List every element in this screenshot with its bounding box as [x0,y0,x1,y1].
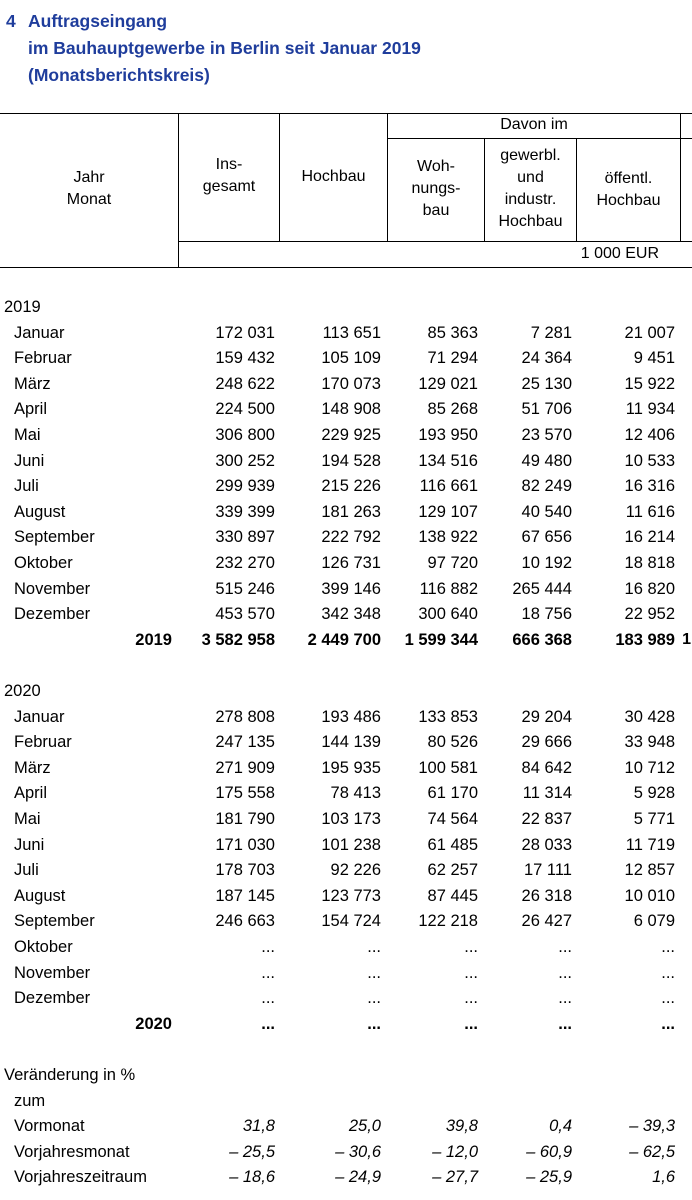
cell-col-2: 101 238 [321,835,381,854]
cell-col-4: 40 540 [521,502,572,521]
cell-col-1: 300 252 [215,451,275,470]
cell-col-1: 330 897 [215,528,275,547]
unit-rule [178,241,692,242]
sum-row [0,628,692,654]
cell-col-5: 9 451 [633,349,675,368]
cell-col-2: 2 449 700 [307,630,381,649]
cell-col-1: 171 030 [215,835,275,854]
cell-col-3: ... [464,1014,478,1033]
cell-col-1: 248 622 [215,374,275,393]
cell-col-5: 16 214 [624,528,675,547]
cell-col-4: – 25,9 [526,1168,572,1187]
cell-col-1: 172 031 [215,323,275,342]
cell-col-5: 10 712 [624,758,675,777]
table-row [0,756,692,782]
table-row [0,730,692,756]
cell-col-2: 105 109 [321,349,381,368]
title-line-1: Auftragseingang [28,11,168,31]
header-hochbau: Hochbau [301,168,366,185]
cell-col-2: 229 925 [321,426,381,444]
row-label: Oktober [14,554,73,572]
cell-col-3: 100 581 [418,758,478,777]
cell-col-4: 11 314 [522,784,572,803]
cell-col-3: 74 564 [427,810,478,828]
clipped-edge-mark: 1 [682,631,691,648]
year-label [0,1063,692,1089]
title-line-2: im Bauhauptgewerbe in Berlin seit Januar 2019 [28,38,421,58]
table-row [0,884,692,910]
cell-col-1: 232 270 [215,554,275,572]
cell-col-1: ... [261,963,275,982]
cell-col-5: 16 316 [624,477,675,496]
cell-col-3: 1 599 344 [404,630,478,649]
cell-col-3: ... [464,989,478,1008]
cell-col-2: 215 226 [321,477,381,496]
cell-col-2: 342 348 [321,605,381,624]
table-row [0,423,692,449]
table-row [0,602,692,628]
cell-col-1: 187 145 [215,886,275,905]
row-label: März [14,758,51,777]
header-bottom-rule [0,267,692,268]
cell-col-1: 515 246 [215,579,275,598]
row-label: Juni [14,451,45,470]
cell-col-2: 222 792 [321,528,381,547]
cell-col-4: 17 111 [523,861,572,880]
cell-col-5: 18 818 [624,554,675,572]
cell-col-5: 22 952 [624,605,675,624]
cell-col-3: 193 950 [418,426,478,444]
cell-col-2: 123 773 [321,886,381,905]
header-davon-im: Davon im [500,116,568,133]
cell-col-3: 129 107 [418,502,478,521]
header-insgesamt: Ins- gesamt [202,156,256,195]
cell-col-2: 148 908 [321,400,381,419]
cell-col-5: 15 922 [624,374,675,393]
cell-col-1: 181 790 [215,810,275,828]
cell-col-2: 170 073 [321,374,381,393]
row-label: Januar [14,707,65,726]
cell-col-3: 300 640 [418,605,478,624]
table-row [0,474,692,500]
cell-col-5: 12 857 [624,861,675,880]
table-row [0,525,692,551]
cell-col-4: 67 656 [521,528,572,547]
cell-col-4: 22 837 [521,810,572,828]
cell-col-4: 28 033 [521,835,572,854]
table-row [0,449,692,475]
row-label: April [14,400,48,419]
table-row [0,1140,692,1166]
row-label: Februar [14,733,72,752]
cell-col-4: ... [558,1014,572,1033]
cell-col-2: 78 413 [330,784,381,803]
cell-col-4: 0,4 [549,1117,572,1136]
row-label: 2020 [135,1014,172,1033]
table-row [0,705,692,731]
cell-col-3: 129 021 [418,374,478,393]
cell-col-3: 61 485 [427,835,478,854]
cell-col-2: 113 651 [322,323,381,342]
cell-col-1: 178 703 [215,861,275,880]
sum-row [0,1012,692,1038]
row-label: September [14,528,95,547]
cell-col-4: 29 204 [521,707,572,726]
header-jahr-monat: Jahr Monat [66,169,112,208]
cell-col-1: 247 135 [215,733,275,752]
row-label: April [14,784,48,803]
cell-col-4: 18 756 [521,605,572,624]
table-row [0,935,692,961]
cell-col-3: 116 882 [419,579,478,598]
row-label: Juli [14,477,39,496]
cell-col-1: 224 500 [215,400,275,419]
row-label: Vorjahresmonat [14,1142,130,1161]
table-row [0,909,692,935]
cell-col-4: 29 666 [521,733,572,752]
cell-col-4: 25 130 [521,374,572,393]
cell-col-2: 195 935 [321,758,381,777]
cell-col-4: 24 364 [521,349,572,368]
cell-col-2: 92 226 [330,861,381,880]
cell-col-4: 51 706 [521,400,572,419]
row-label: März [14,374,51,393]
cell-col-1: ... [261,1014,275,1033]
cell-col-3: 80 526 [427,733,478,752]
cell-col-5: 11 719 [625,835,675,854]
cell-col-2: 193 486 [321,707,381,726]
table-number: 4 [6,11,16,31]
table-row [0,986,692,1012]
cell-col-3: 134 516 [418,451,478,470]
row-label: August [14,502,66,521]
cell-col-5: 1,6 [652,1168,675,1187]
row-label: Juli [14,861,39,880]
cell-col-5: ... [661,963,675,982]
table-row [0,807,692,833]
cell-col-3: 87 445 [427,886,478,905]
cell-col-5: 21 007 [624,323,675,342]
title-line-3: (Monatsberichtskreis) [28,65,210,85]
table-row [0,858,692,884]
year-label [0,295,692,321]
table-row [0,1114,692,1140]
cell-col-1: 453 570 [215,605,275,624]
cell-col-2: ... [367,938,381,956]
cell-col-2: – 24,9 [335,1168,381,1187]
table-row [0,781,692,807]
cell-col-3: 85 268 [427,400,478,419]
cell-col-1: 31,8 [242,1117,275,1136]
cell-col-3: 97 720 [427,554,478,572]
table-row [0,833,692,859]
cell-col-2: ... [367,989,381,1008]
row-label: August [14,886,66,905]
table-row [0,577,692,603]
header-wohnungsbau: Woh- nungs- bau [411,158,461,219]
cell-col-4: 10 192 [521,554,572,572]
change-subheading [0,1089,692,1115]
table-title [6,8,421,89]
cell-col-5: – 39,3 [629,1117,675,1136]
cell-col-1: – 25,5 [229,1142,275,1161]
cell-col-1: 246 663 [215,912,275,931]
cell-col-1: ... [261,989,275,1008]
cell-col-3: 116 661 [419,477,478,496]
row-label: Vorjahreszeitraum [14,1168,147,1187]
row-label: September [14,912,95,931]
cell-col-2: ... [367,1014,381,1033]
cell-col-4: 265 444 [512,579,572,598]
cell-col-3: ... [464,963,478,982]
cell-col-5: 5 771 [633,810,675,828]
table-row [0,961,692,987]
cell-col-5: 30 428 [624,707,675,726]
cell-col-4: 23 570 [521,426,572,444]
cell-col-5: ... [661,938,675,956]
cell-col-3: – 12,0 [432,1142,478,1161]
table-row [0,321,692,347]
cell-col-3: 71 294 [427,349,478,368]
cell-col-4: ... [558,938,572,956]
cell-col-5: 5 928 [633,784,675,803]
cell-col-3: 61 170 [427,784,478,803]
table-row [0,372,692,398]
cell-col-2: 399 146 [321,579,381,598]
row-label: Dezember [14,989,91,1008]
cell-col-4: 26 318 [521,886,572,905]
year-label [0,679,692,705]
cell-col-4: 26 427 [521,912,572,931]
row-label: Oktober [14,938,73,956]
cell-col-4: 666 368 [512,630,572,649]
table-row [0,500,692,526]
row-label: Dezember [14,605,91,624]
cell-col-5: 10 010 [624,886,675,905]
cell-col-2: ... [367,963,381,982]
cell-col-2: 181 263 [321,502,381,521]
cell-col-1: 3 582 958 [201,630,275,649]
row-label: 2019 [135,630,172,649]
cell-col-4: 82 249 [521,477,572,496]
row-label: Juni [14,835,45,854]
table-row [0,397,692,423]
cell-col-3: 122 218 [418,912,478,931]
row-label: Februar [14,349,72,368]
cell-col-2: 25,0 [348,1117,381,1136]
cell-col-4: 49 480 [521,451,572,470]
year-text: 2020 [4,682,41,700]
cell-col-5: 33 948 [624,733,675,752]
cell-col-3: 133 853 [418,707,478,726]
year-text: Veränderung in % [4,1066,136,1084]
cell-col-5: ... [661,989,675,1008]
row-label: Mai [14,426,41,444]
col-divider-6 [680,113,681,241]
group-rule [387,138,692,139]
cell-col-1: 306 800 [215,426,275,444]
change-zum: zum [14,1091,46,1110]
cell-col-2: – 30,6 [335,1142,381,1161]
cell-col-3: 138 922 [418,528,478,547]
cell-col-4: – 60,9 [526,1142,572,1161]
cell-col-1: ... [261,938,275,956]
cell-col-4: 84 642 [521,758,572,777]
table-row [0,346,692,372]
table-row [0,1165,692,1191]
cell-col-5: – 62,5 [629,1142,675,1161]
cell-col-5: 16 820 [624,579,675,598]
cell-col-3: 39,8 [445,1117,478,1136]
cell-col-1: 299 939 [215,477,275,496]
cell-col-2: 103 173 [321,810,381,828]
row-label: November [14,579,91,598]
cell-col-5: ... [661,1014,675,1033]
cell-col-2: 144 139 [321,733,381,752]
header-oeffentl-hochbau: öffentl. Hochbau [596,170,661,209]
cell-col-1: 159 432 [215,349,275,368]
cell-col-3: – 27,7 [432,1168,478,1187]
cell-col-2: 154 724 [321,912,381,931]
cell-col-3: 85 363 [427,323,478,342]
cell-col-5: 183 989 [615,630,675,649]
cell-col-1: 339 399 [215,502,275,521]
year-text: 2019 [4,298,41,316]
cell-col-2: 194 528 [321,451,381,470]
cell-col-4: ... [558,963,572,982]
cell-col-2: 126 731 [321,554,381,572]
cell-col-1: 175 558 [215,784,275,803]
cell-col-5: 11 616 [625,502,675,521]
cell-col-1: 271 909 [215,758,275,777]
row-label: Mai [14,810,41,828]
cell-col-5: 12 406 [624,426,675,444]
cell-col-5: 10 533 [624,451,675,470]
cell-col-3: ... [464,938,478,956]
row-label: November [14,963,91,982]
cell-col-4: ... [558,989,572,1008]
cell-col-1: – 18,6 [229,1168,275,1187]
row-label: Vormonat [14,1117,85,1136]
header-gewerbl-hochbau: gewerbl. und industr. Hochbau [498,147,563,230]
cell-col-5: 11 934 [625,400,675,419]
cell-col-3: 62 257 [427,861,478,880]
cell-col-1: 278 808 [215,707,275,726]
cell-col-4: 7 281 [530,323,572,342]
cell-col-5: 6 079 [633,912,675,931]
table-row [0,551,692,577]
header-unit: 1 000 EUR [580,245,659,262]
row-label: Januar [14,323,65,342]
